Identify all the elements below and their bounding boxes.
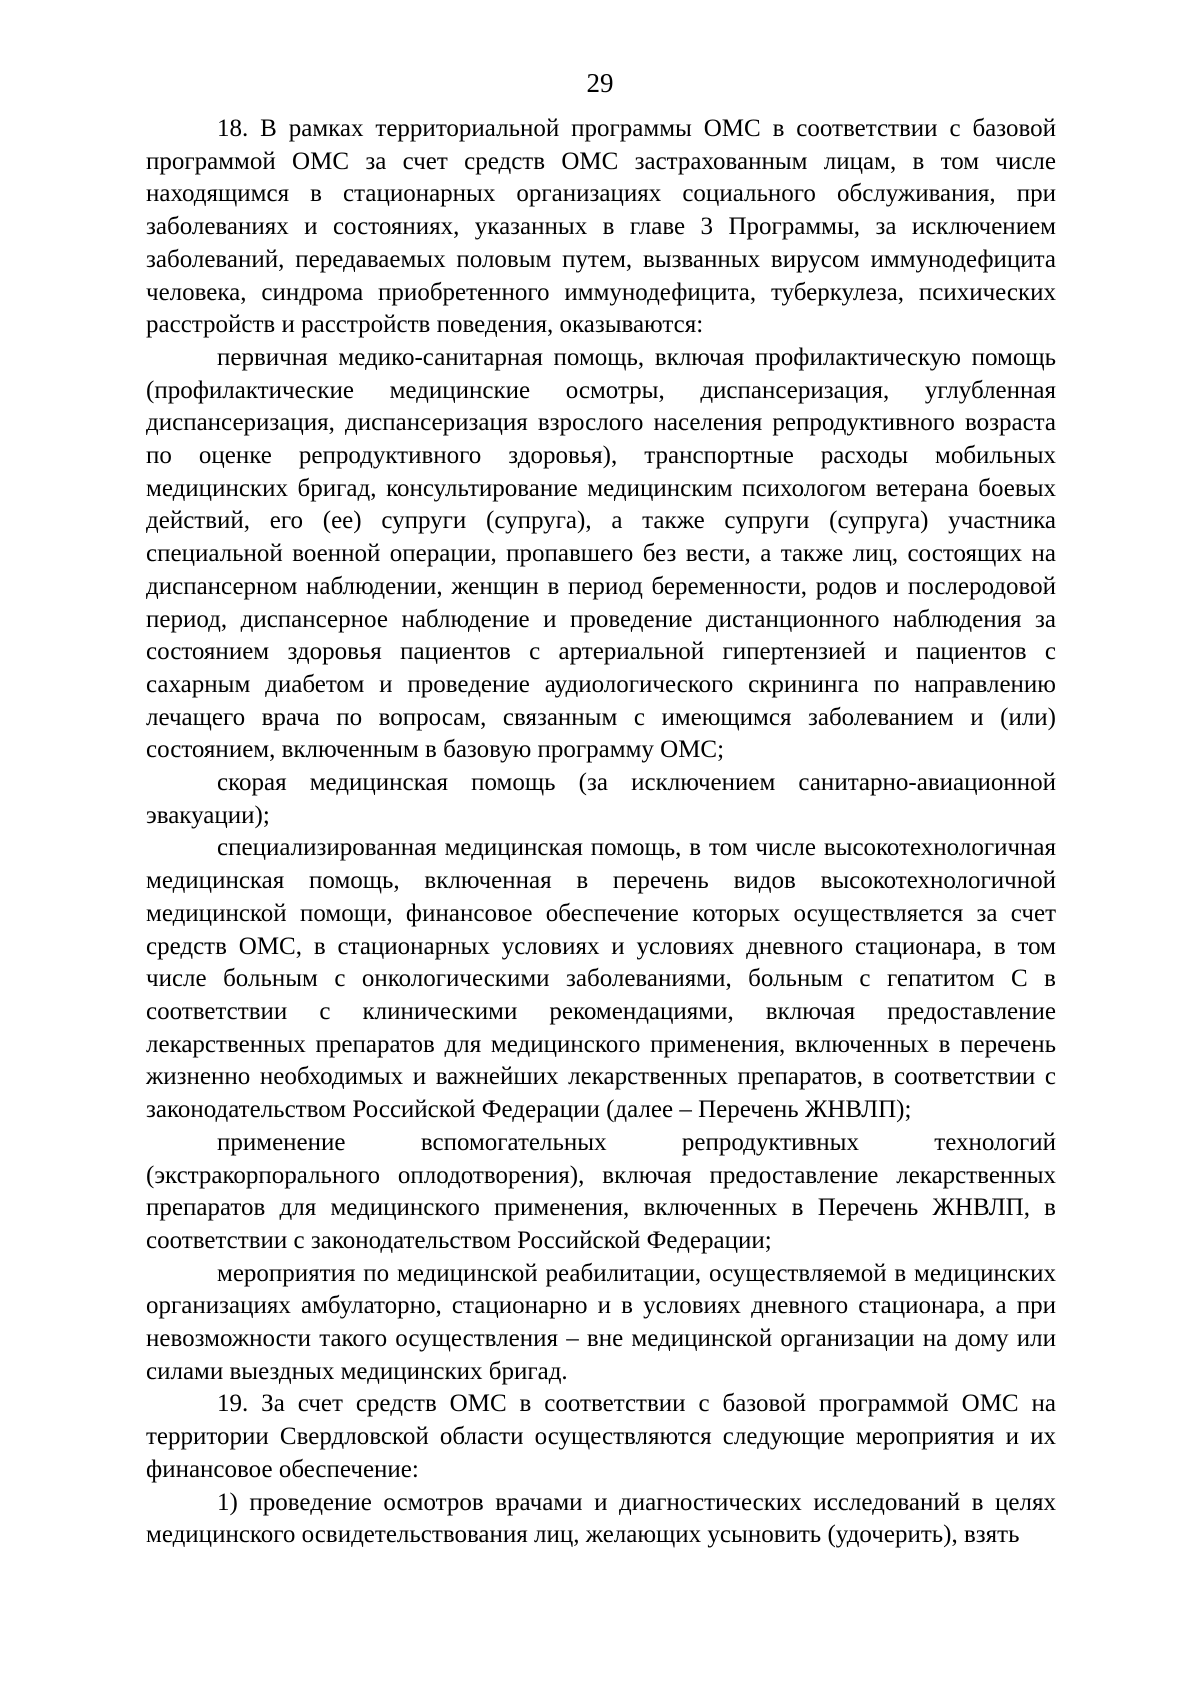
paragraph-item-18: 18. В рамках территориальной программы ОМС в соответствии с базовой программой ОМС за счет средств ОМС застрахованным лицам, в том числе находящимся в стационарных организациях социального обслуживания, при заболеваниях и состояниях, указанных в главе 3 Программы, за исключением заболеваний, передаваемых половым путем, вызванных вирусом иммунодефицита человека, синдрома приобретенного иммунодефицита, туберкулеза, психических расстройств и расстройств поведения, оказываются:: [146, 115, 1056, 339]
paragraph-rehabilitation: мероприятия по медицинской реабилитации, осуществляемой в медицинских организациях амбулаторно, стационарно и в условиях дневного стационара, а при невозможности такого осуществления – вне медицинской организации на дому или силами выездных медицинских бригад.: [146, 1259, 1056, 1385]
paragraph-item-19-1: 1) проведение осмотров врачами и диагностических исследований в целях медицинского освидетельствования лиц, желающих усыновить (удочерить), взять: [146, 1488, 1056, 1549]
paragraph-reproductive-technologies: применение вспомогательных репродуктивных технологий (экстракорпорального оплодотворения), включая предоставление лекарственных препаратов для медицинского применения, включенных в Перечень ЖНВЛП, в соответствии с законодательством Российской Федерации;: [146, 1128, 1056, 1254]
paragraph-specialized-care: специализированная медицинская помощь, в том числе высокотехнологичная медицинская помощь, включенная в перечень видов высокотехнологичной медицинской помощи, финансовое обеспечение которых осуществляется за счет средств ОМС, в стационарных условиях и условиях дневного стационара, в том числе больным с онкологическими заболеваниями, больным с гепатитом С в соответствии с клиническими рекомендациями, включая предоставление лекарственных препаратов для медицинского применения, включенных в перечень жизненно необходимых и важнейших лекарственных препаратов, в соответствии с законодательством Российской Федерации (далее – Перечень ЖНВЛП);: [146, 834, 1056, 1124]
paragraph-item-19: 19. За счет средств ОМС в соответствии с базовой программой ОМС на территории Свердловской области осуществляются следующие мероприятия и их финансовое обеспечение:: [146, 1390, 1056, 1483]
paragraph-primary-care: первичная медико-санитарная помощь, включая профилактическую помощь (профилактические медицинские осмотры, диспансеризация, углубленная диспансеризация, диспансеризация взрослого населения репродуктивного возраста по оценке репродуктивного здоровья), транспортные расходы мобильных медицинских бригад, консультирование медицинским психологом ветерана боевых действий, его (ее) супруги (супруга), а также супруги (супруга) участника специальной военной операции, пропавшего без вести, а также лиц, состоящих на диспансерном наблюдении, женщин в период беременности, родов и послеродовой период, диспансерное наблюдение и проведение дистанционного наблюдения за состоянием здоровья пациентов с артериальной гипертензией и пациентов с сахарным диабетом и проведение аудиологического скрининга по направлению лечащего врача по вопросам, связанным с имеющимся заболеванием и (или) состоянием, включенным в базовую программу ОМС;: [146, 343, 1056, 764]
page-number: 29: [586, 68, 614, 98]
paragraph-emergency-care: скорая медицинская помощь (за исключением санитарно-авиационной эвакуации);: [146, 769, 1056, 829]
document-body: [146, 113, 1056, 1552]
